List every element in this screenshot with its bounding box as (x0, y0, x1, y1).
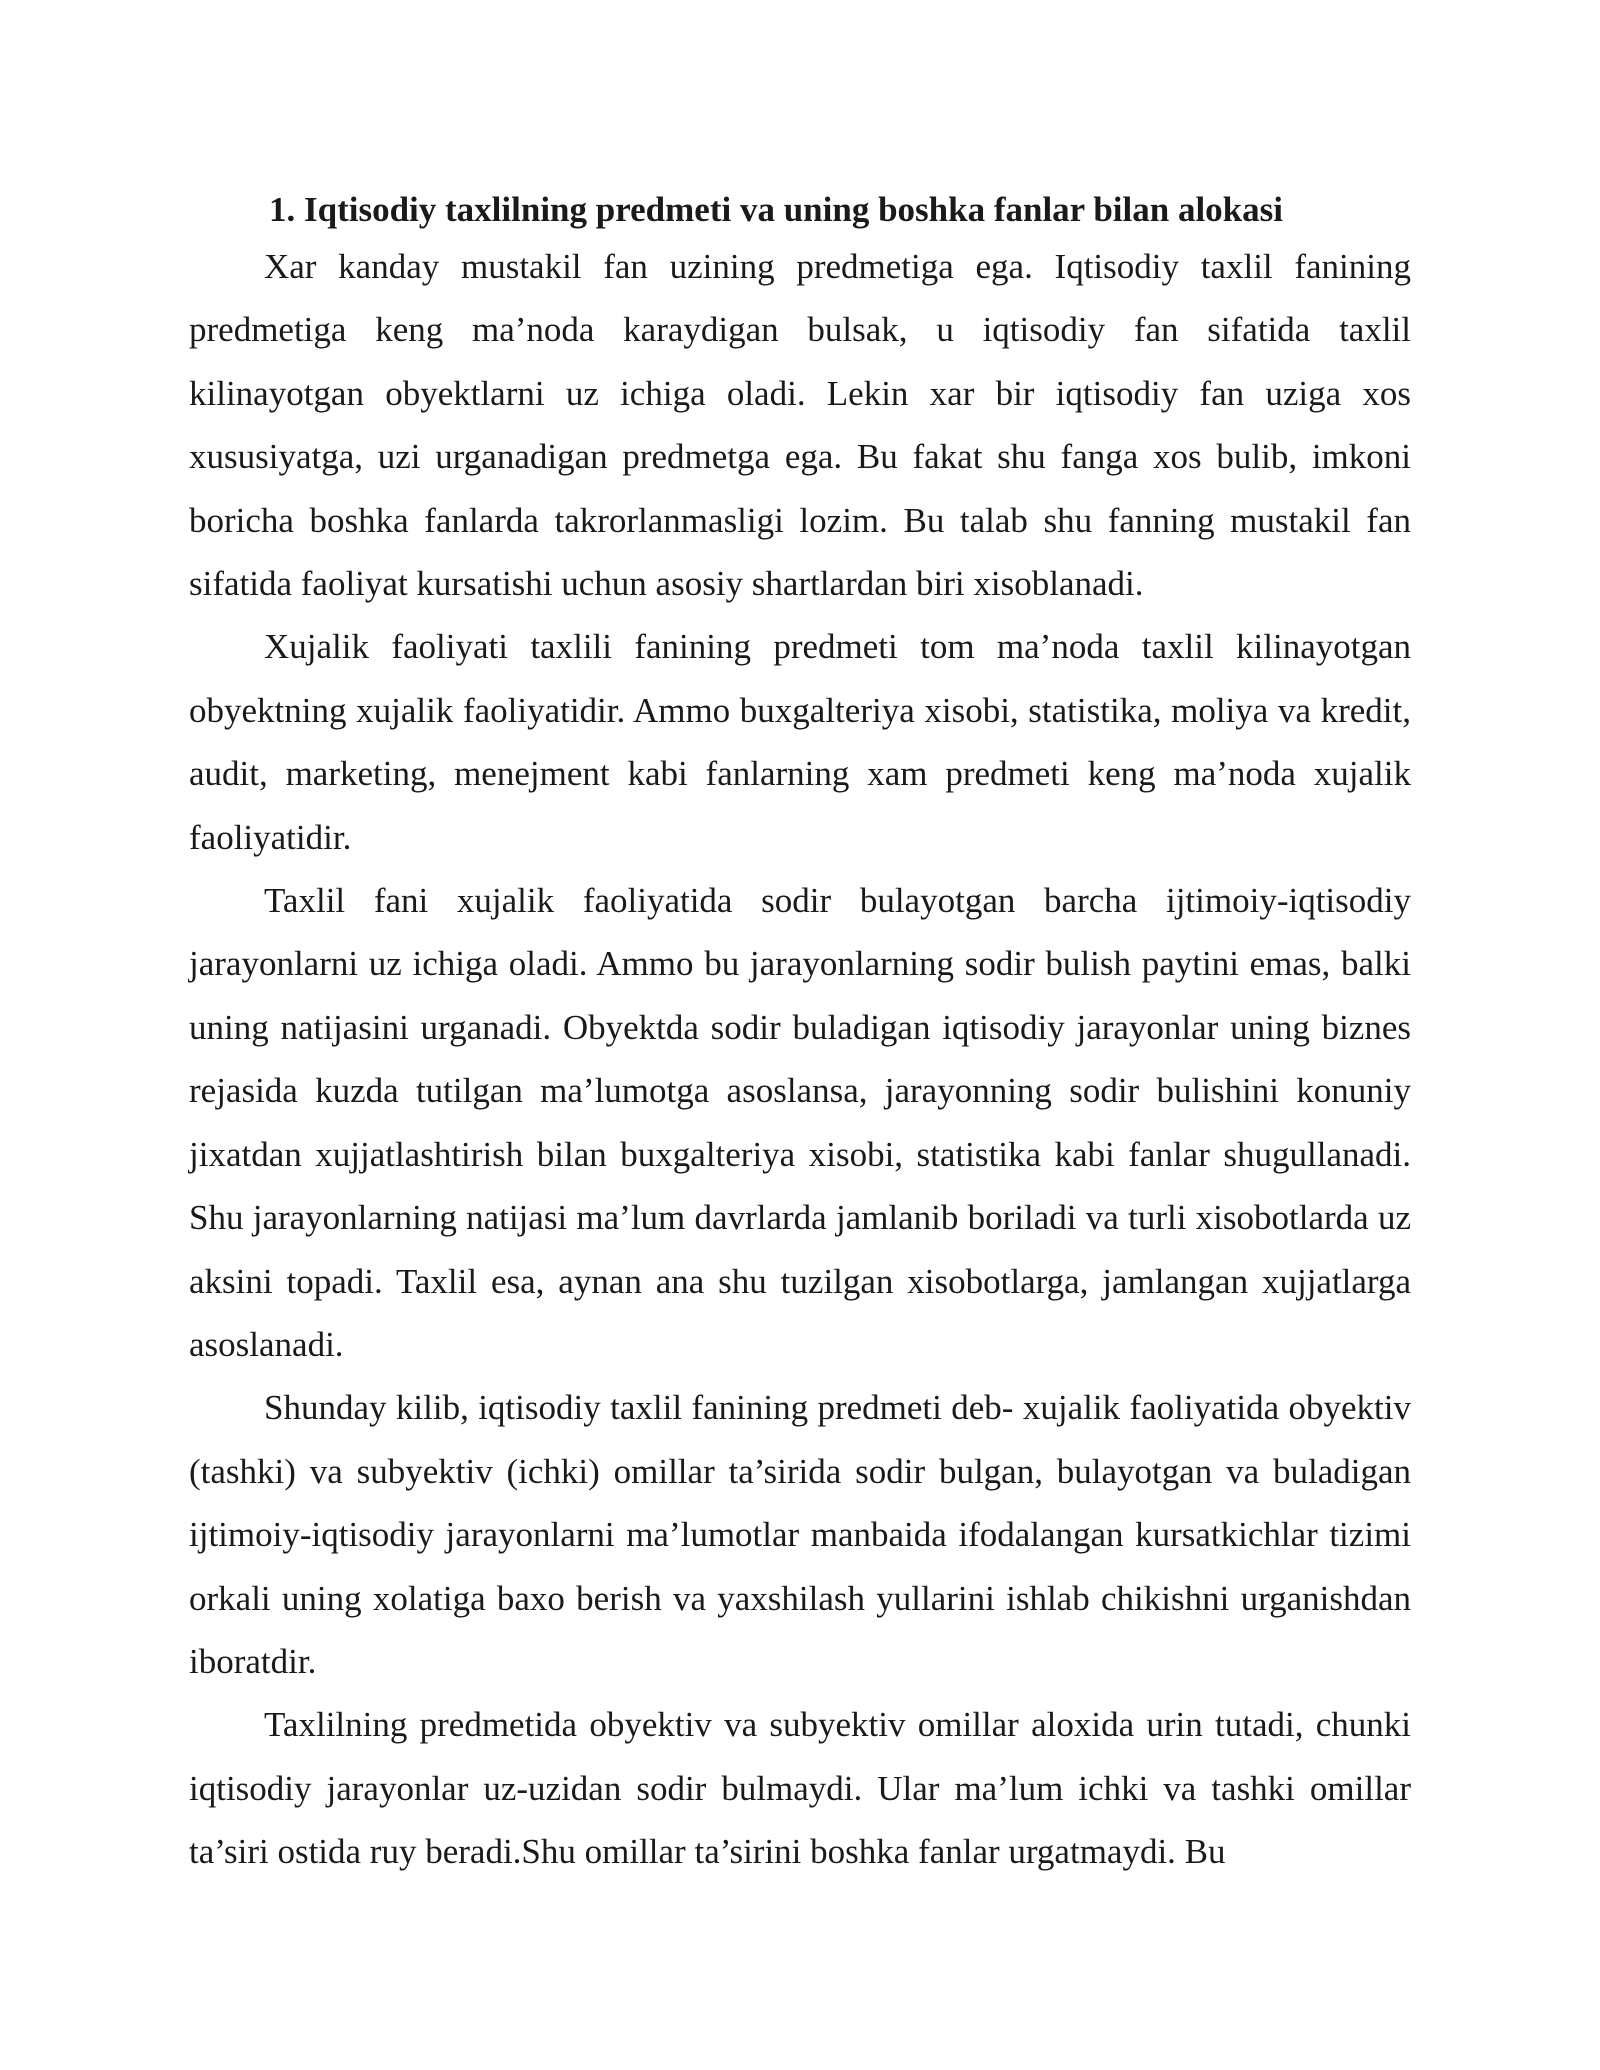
document-body (189, 185, 1411, 1884)
paragraph-1: Xar kanday mustakil fan uzining predmetiga ega. Iqtisodiy taxlil fanining predmetiga keng ma’noda karaydigan bulsak, u iqtisodiy fan sifatida taxlil kilinayotgan obyektlarni uz ichiga oladi. Lekin xar bir iqtisodiy fan uziga xos xususiyatga, uzi urganadigan predmetga ega. Bu fakat shu fanga xos bulib, imkoni boricha boshka fanlarda takrorlanmasligi lozim. Bu talab shu fanning mustakil fan sifatida faoliyat kursatishi uchun asosiy shartlardan biri xisoblanadi. (189, 247, 1411, 604)
paragraph-5: Taxlilning predmetida obyektiv va subyektiv omillar aloxida urin tutadi, chunki iqtisodiy jarayonlar uz-uzidan sodir bulmaydi. Ular ma’lum ichki va tashki omillar ta’siri ostida ruy beradi.Shu omillar ta’sirini boshka fanlar urgatmaydi. Bu (189, 1705, 1411, 1872)
section-heading: 1. Iqtisodiy taxlilning predmeti va uning boshka fanlar bilan alokasi (269, 190, 1283, 229)
paragraph-2: Xujalik faoliyati taxlili fanining predmeti tom ma’noda taxlil kilinayotgan obyektning xujalik faoliyatidir. Ammo buxgalteriya xisobi, statistika, moliya va kredit, audit, marketing, menejment kabi fanlarning xam predmeti keng ma’noda xujalik faoliyatidir. (189, 627, 1411, 857)
paragraph-4: Shunday kilib, iqtisodiy taxlil fanining predmeti deb- xujalik faoliyatida obyektiv (tashki) va subyektiv (ichki) omillar ta’sirida sodir bulgan, bulayotgan va buladigan ijtimoiy-iqtisodiy jarayonlarni ma’lumotlar manbaida ifodalangan kursatkichlar tizimi orkali uning xolatiga baxo berish va yaxshilash yullarini ishlab chikishni urganishdan iboratdir. (189, 1388, 1411, 1681)
paragraph-3: Taxlil fani xujalik faoliyatida sodir bulayotgan barcha ijtimoiy-iqtisodiy jarayonlarni uz ichiga oladi. Ammo bu jarayonlarning sodir bulish paytini emas, balki uning natijasini urganadi. Obyektda sodir buladigan iqtisodiy jarayonlar uning biznes rejasida kuzda tutilgan ma’lumotga asoslansa, jarayonning sodir bulishini konuniy jixatdan xujjatlashtirish bilan buxgalteriya xisobi, statistika kabi fanlar shugullanadi. Shu jarayonlarning natijasi ma’lum davrlarda jamlanib boriladi va turli xisobotlarda uz aksini topadi. Taxlil esa, aynan ana shu tuzilgan xisobotlarga, jamlangan xujjatlarga asoslanadi. (189, 881, 1411, 1364)
